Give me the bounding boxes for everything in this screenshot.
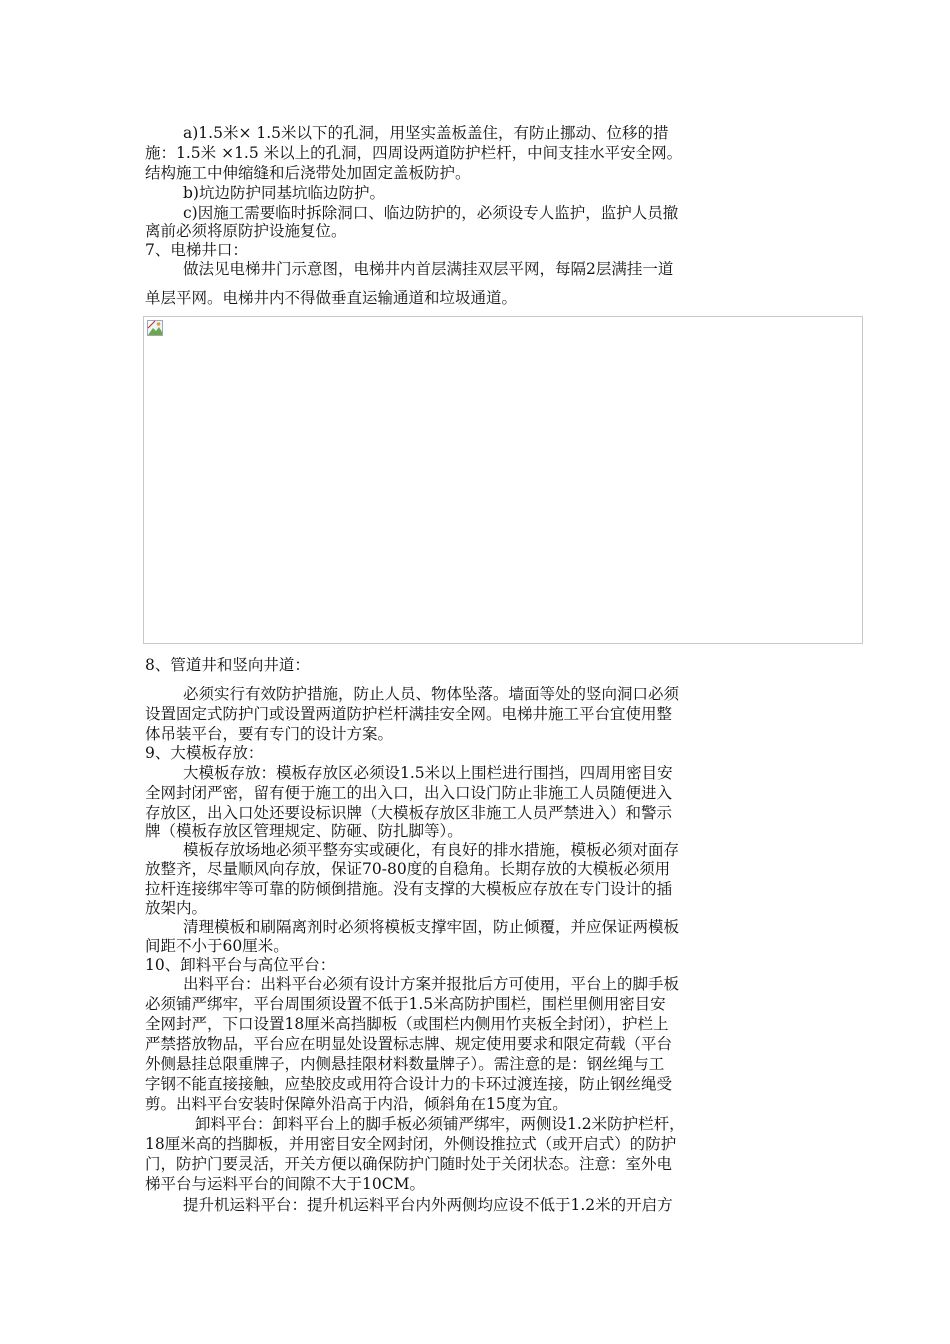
paragraph-line: 字钢不能直接接触，应垫胶皮或用符合设计力的卡环过渡连接，防止钢丝绳受	[145, 1075, 673, 1093]
paragraph-line: 结构施工中伸缩缝和后浇带处加固定盖板防护。	[145, 164, 471, 182]
paragraph-line: 18厘米高的挡脚板，并用密目安全网封闭，外侧设推拉式（或开启式）的防护	[145, 1135, 677, 1153]
paragraph-line: 出料平台：出料平台必须有设计方案并报批后方可使用，平台上的脚手板	[183, 975, 680, 993]
paragraph-line: 单层平网。电梯井内不得做垂直运输通道和垃圾通道。	[145, 289, 518, 307]
broken-image-icon	[147, 320, 163, 336]
paragraph-line: 清理模板和刷隔离剂时必须将模板支撑牢固，防止倾覆，并应保证两模板	[183, 918, 680, 936]
paragraph-line: 全网封闭严密，留有便于施工的出入口，出入口设门防止非施工人员随便进入	[145, 784, 673, 802]
paragraph-line: 设置固定式防护门或设置两道防护栏杆满挂安全网。电梯井施工平台宜使用整	[145, 705, 673, 723]
paragraph-line: 卸料平台：卸料平台上的脚手板必须铺严绑牢，两侧设1.2米防护栏杆，	[195, 1115, 685, 1133]
paragraph-line: 做法见电梯井门示意图，电梯井内首层满挂双层平网，每隔2层满挂一道	[183, 260, 674, 278]
paragraph-line: 离前必须将原防护设施复位。	[145, 222, 347, 240]
section-heading: 8、管道井和竖向井道：	[145, 656, 310, 674]
paragraph-line: 提升机运料平台：提升机运料平台内外两侧均应设不低于1.2米的开启方	[183, 1196, 673, 1214]
paragraph-line: 模板存放场地必须平整夯实或硬化，有良好的排水措施，模板必须对面存	[183, 841, 680, 859]
paragraph-line: b)坑边防护同基坑临边防护。	[183, 184, 385, 202]
section-heading: 9、大模板存放：	[145, 744, 264, 762]
paragraph-line: c)因施工需要临时拆除洞口、临边防护的，必须设专人监护，监护人员撤	[183, 204, 679, 222]
paragraph-line: 间距不小于60厘米。	[145, 937, 289, 955]
paragraph-line: 门，防护门要灵活，开关方便以确保防护门随时处于关闭状态。注意：室外电	[145, 1155, 673, 1173]
elevator-shaft-diagram-placeholder	[143, 316, 863, 644]
paragraph-line: 放整齐，尽量顺风向存放，保证70-80度的自稳角。长期存放的大模板必须用	[145, 860, 671, 878]
paragraph-line: 体吊装平台，要有专门的设计方案。	[145, 725, 394, 743]
paragraph-line: 剪。出料平台安装时保障外沿高于内沿，倾斜角在15度为宜。	[145, 1095, 568, 1113]
paragraph-line: 严禁搭放物品，平台应在明显处设置标志牌、规定使用要求和限定荷载（平台	[145, 1035, 673, 1053]
paragraph-line: 梯平台与运料平台的间隙不大于10CM。	[145, 1175, 425, 1193]
paragraph-line: 牌（模板存放区管理规定、防砸、防扎脚等）。	[145, 822, 463, 840]
paragraph-line: 放架内。	[145, 899, 208, 917]
paragraph-line: 拉杆连接绑牢等可靠的防倾倒措施。没有支撑的大模板应存放在专门设计的插	[145, 880, 673, 898]
section-heading: 7、电梯井口：	[145, 241, 248, 259]
paragraph-line: 大模板存放：模板存放区必须设1.5米以上围栏进行围挡，四周用密目安	[183, 764, 673, 782]
paragraph-line: 施：1.5米 ×1.5 米以上的孔洞，四周设两道防护栏杆，中间支挂水平安全网。	[145, 144, 683, 162]
paragraph-line: 存放区，出入口处还要设标识牌（大模板存放区非施工人员严禁进入）和警示	[145, 804, 673, 822]
paragraph-line: 外侧悬挂总限重牌子，内侧悬挂限材料数量牌子）。需注意的是：钢丝绳与工	[145, 1055, 665, 1073]
paragraph-line: 必须铺严绑牢，平台周围须设置不低于1.5米高防护围栏，围栏里侧用密目安	[145, 995, 666, 1013]
paragraph-line: a)1.5米× 1.5米以下的孔洞，用坚实盖板盖住，有防止挪动、位移的措	[183, 124, 669, 142]
section-heading: 10、卸料平台与高位平台：	[145, 956, 336, 974]
paragraph-line: 全网封严，下口设置18厘米高挡脚板（或围栏内侧用竹夹板全封闭），护栏上	[145, 1015, 669, 1033]
paragraph-line: 必须实行有效防护措施，防止人员、物体坠落。墙面等处的竖向洞口必须	[183, 685, 680, 703]
